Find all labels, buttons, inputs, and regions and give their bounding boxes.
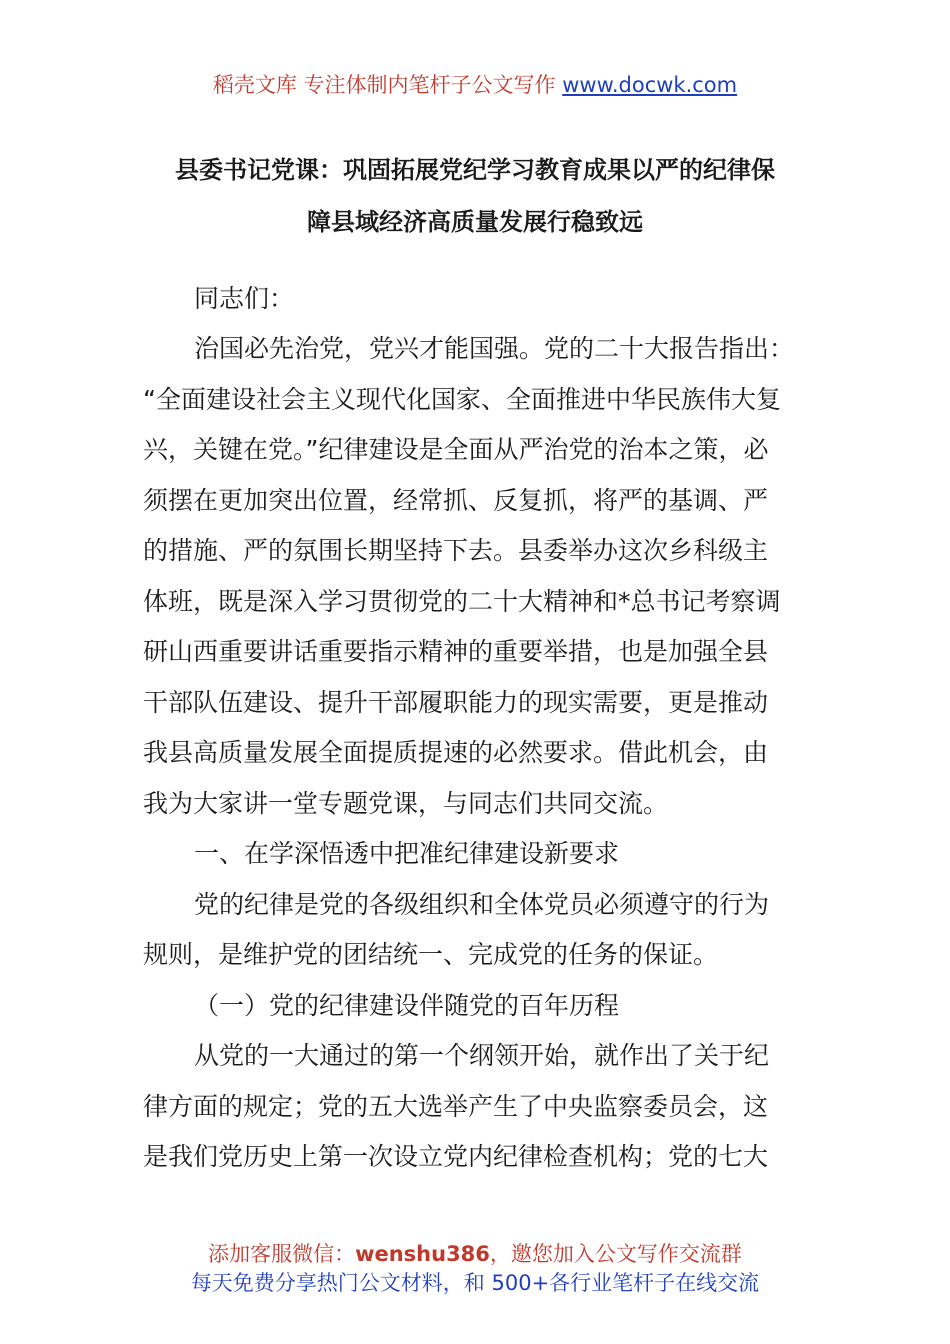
- footer-wechat-prefix: 添加客服微信：: [208, 1242, 356, 1266]
- document-title-line-2: 障县域经济高质量发展行稳致远: [307, 208, 643, 236]
- body-line: 须摆在更加突出位置，经常抓、反复抓，将严的基调、严: [143, 486, 769, 515]
- body-line: 从党的一大通过的第一个纲领开始，就作出了关于纪: [194, 1041, 770, 1070]
- wechat-id: wenshu386: [355, 1242, 490, 1266]
- subsection-heading: （一）党的纪律建设伴随党的百年历程: [194, 991, 620, 1020]
- body-line: 体班，既是深入学习贯彻党的二十大精神和*总书记考察调: [143, 587, 781, 616]
- footer-wechat-line: [0, 1240, 950, 1268]
- body-line: 我为大家讲一堂专题党课，与同志们共同交流。: [143, 789, 669, 818]
- header-banner: [0, 70, 950, 100]
- body-line: 我县高质量发展全面提质提速的必然要求。借此机会，由: [143, 738, 769, 767]
- footer-wechat-suffix: ，邀您加入公文写作交流群: [489, 1242, 742, 1266]
- body-line: 干部队伍建设、提升干部履职能力的现实需要，更是推动: [143, 688, 769, 717]
- body-line: 研山西重要讲话重要指示精神的重要举措，也是加强全县: [143, 637, 769, 666]
- salutation: 同志们：: [194, 284, 295, 313]
- body-line: 党的纪律是党的各级组织和全体党员必须遵守的行为: [194, 890, 770, 919]
- body-line: 是我们党历史上第一次设立党内纪律检查机构；党的七大: [143, 1142, 769, 1171]
- site-slogan: 稻壳文库 专注体制内笔杆子公文写作: [212, 73, 556, 97]
- body-line: “全面建设社会主义现代化国家、全面推进中华民族伟大复: [143, 385, 781, 414]
- site-url-link[interactable]: www.docwk.com: [562, 73, 738, 97]
- section-heading: 一、在学深悟透中把准纪律建设新要求: [194, 839, 620, 868]
- footer-share-line: 每天免费分享热门公文材料，和 500+各行业笔杆子在线交流: [190, 1271, 760, 1295]
- body-line: 律方面的规定；党的五大选举产生了中央监察委员会，这: [143, 1092, 769, 1121]
- body-line: 治国必先治党，党兴才能国强。党的二十大报告指出：: [194, 334, 795, 363]
- document-title-line-1: 县委书记党课：巩固拓展党纪学习教育成果以严的纪律保: [175, 156, 775, 184]
- body-line: 兴，关键在党。”纪律建设是全面从严治党的治本之策，必: [143, 435, 769, 464]
- body-line: 的措施、严的氛围长期坚持下去。县委举办这次乡科级主: [143, 536, 769, 565]
- body-line: 规则，是维护党的团结统一、完成党的任务的保证。: [143, 940, 719, 969]
